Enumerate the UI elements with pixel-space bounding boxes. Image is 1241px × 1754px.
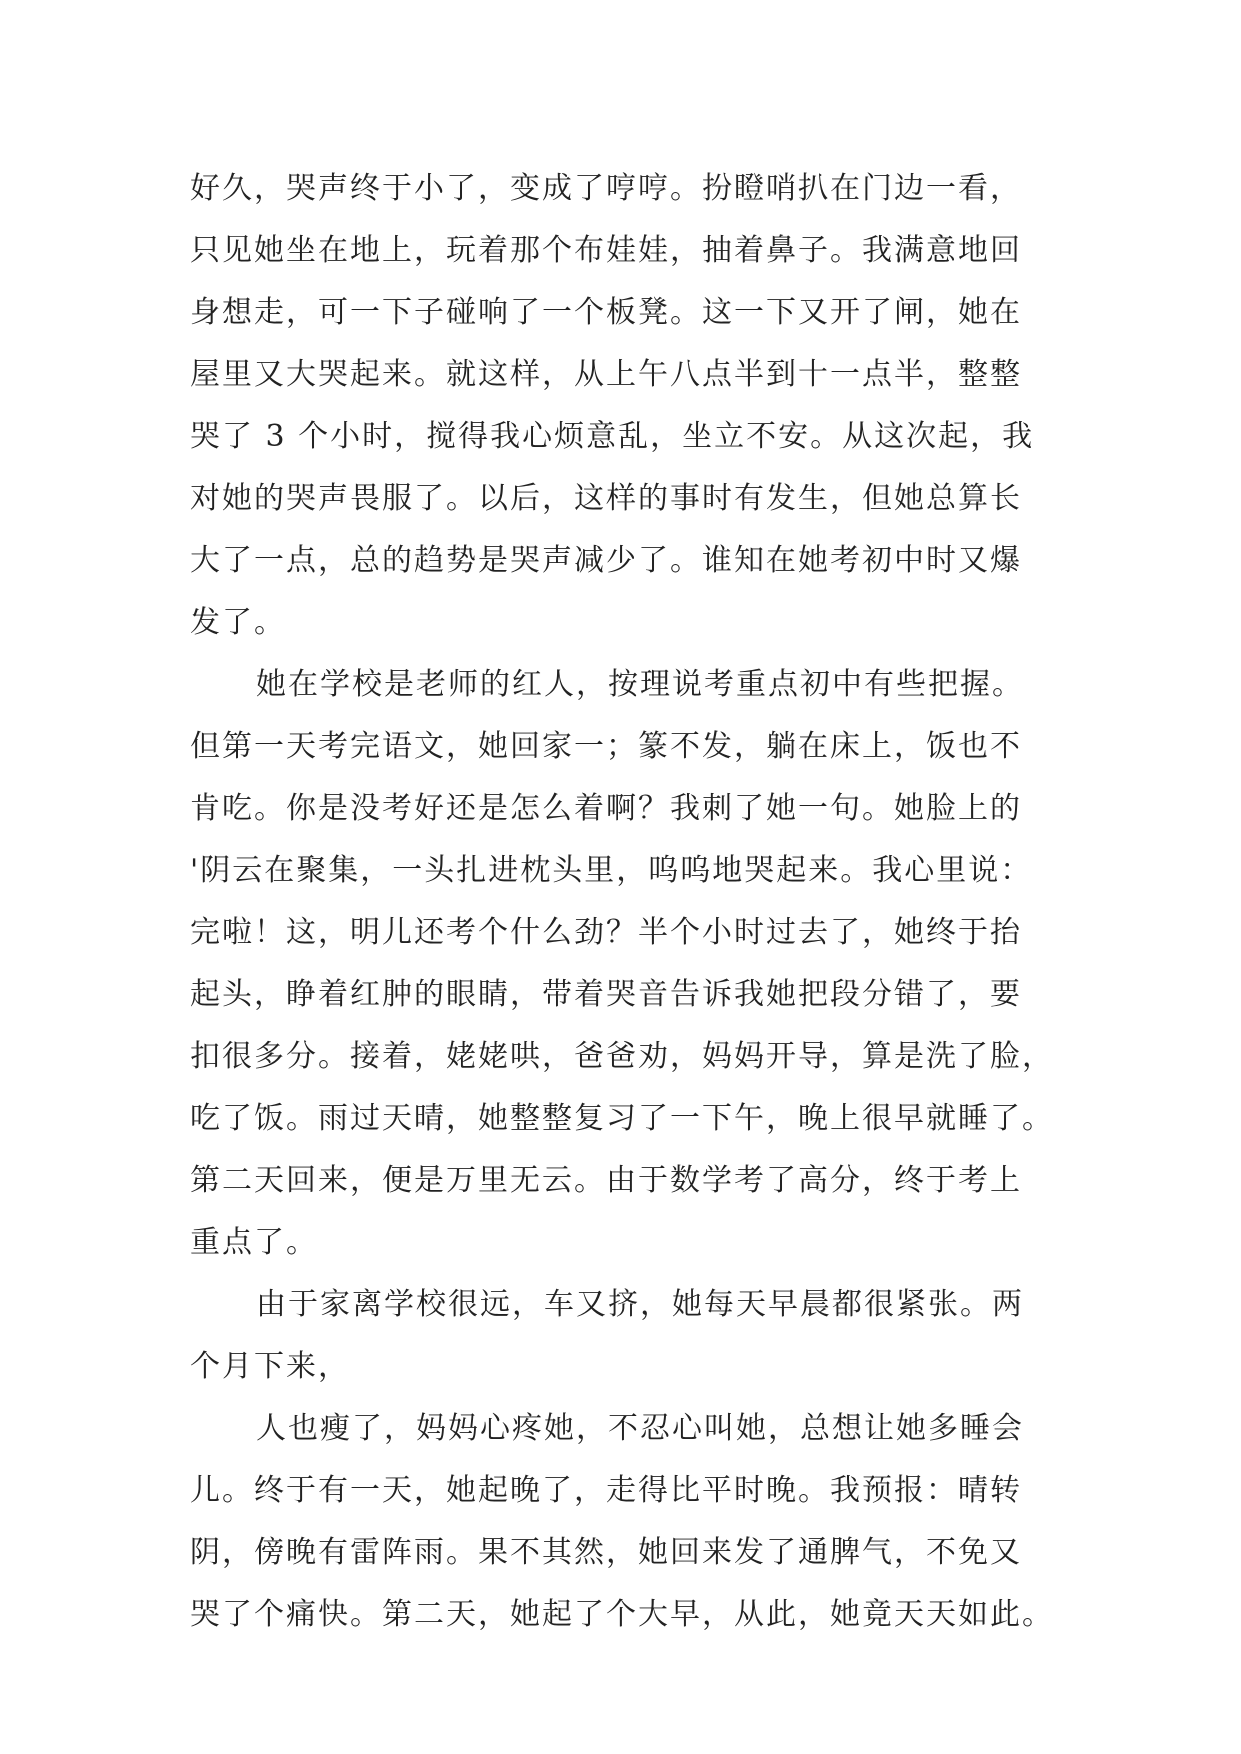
text-line: 起头，睁着红肿的眼睛，带着哭音告诉我她把段分错了，要 xyxy=(190,977,1022,1012)
text-line: 哭了个痛快。第二天，她起了个大早，从此，她竟天天如此。 xyxy=(190,1597,1054,1632)
text-line: 大了一点，总的趋势是哭声减少了。谁知在她考初中时又爆 xyxy=(190,543,1022,578)
text-line: 阴，傍晚有雷阵雨。果不其然，她回来发了通脾气，不免又 xyxy=(190,1535,1022,1570)
text-line: 肯吃。你是没考好还是怎么着啊？我刺了她一句。她脸上的 xyxy=(190,791,1022,826)
paragraph-start-line: 人也瘦了，妈妈心疼她，不忍心叫她，总想让她多睡会 xyxy=(256,1411,1024,1446)
text-line: 只见她坐在地上，玩着那个布娃娃，抽着鼻子。我满意地回 xyxy=(190,233,1022,268)
text-line: 儿。终于有一天，她起晚了，走得比平时晚。我预报：晴转 xyxy=(190,1473,1022,1508)
text-line: 发了。 xyxy=(190,605,286,640)
text-line: 好久，哭声终于小了，变成了哼哼。扮瞪哨扒在门边一看， xyxy=(190,171,1022,206)
text-line: '阴云在聚集，一头扎进枕头里，呜呜地哭起来。我心里说： xyxy=(190,853,1033,888)
text-line: 完啦！这，明儿还考个什么劲？半个小时过去了，她终于抬 xyxy=(190,915,1022,950)
text-line: 屋里又大哭起来。就这样，从上午八点半到十一点半，整整 xyxy=(190,357,1022,392)
text-line: 个月下来， xyxy=(190,1349,350,1384)
paragraph-start-line: 由于家离学校很远，车又挤，她每天早晨都很紧张。两 xyxy=(256,1287,1024,1322)
text-line: 但第一天考完语文，她回家一；篆不发，躺在床上，饭也不 xyxy=(190,729,1022,764)
text-line: 对她的哭声畏服了。以后，这样的事时有发生，但她总算长 xyxy=(190,481,1022,516)
text-line: 扣很多分。接着，姥姥哄，爸爸劝，妈妈开导，算是洗了脸， xyxy=(190,1039,1054,1074)
text-line: 第二天回来，便是万里无云。由于数学考了高分，终于考上 xyxy=(190,1163,1022,1198)
text-line: 哭了 3 个小时，搅得我心烦意乱，坐立不安。从这次起，我 xyxy=(190,419,1035,454)
text-line: 重点了。 xyxy=(190,1225,318,1260)
text-line: 身想走，可一下子碰响了一个板凳。这一下又开了闸，她在 xyxy=(190,295,1022,330)
body-text xyxy=(190,158,1070,1646)
text-line: 吃了饭。雨过天晴，她整整复习了一下午，晚上很早就睡了。 xyxy=(190,1101,1054,1136)
paragraph-start-line: 她在学校是老师的红人，按理说考重点初中有些把握。 xyxy=(256,667,1024,702)
